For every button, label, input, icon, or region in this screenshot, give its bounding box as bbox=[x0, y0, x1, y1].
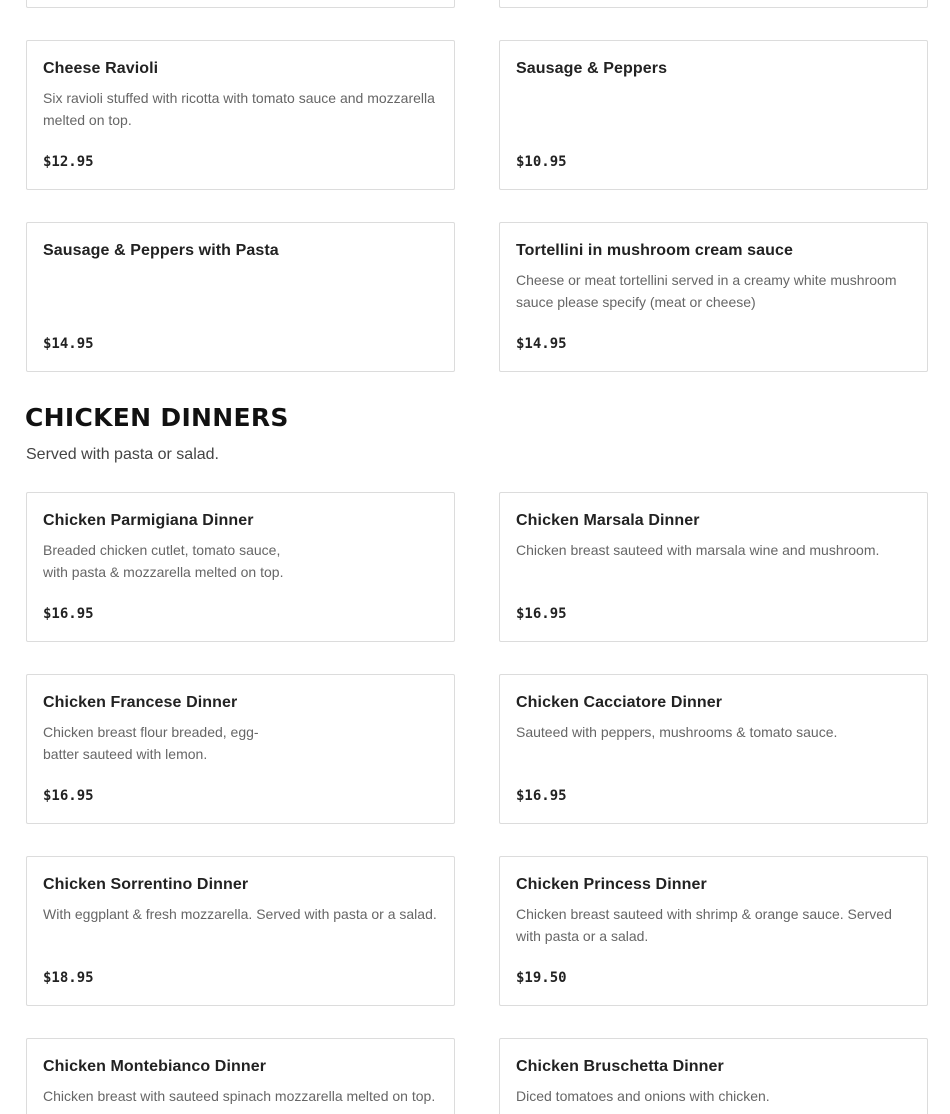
menu-item-name: Chicken Marsala Dinner bbox=[516, 512, 700, 529]
menu-item-card-cheese-ravioli[interactable] bbox=[26, 40, 455, 190]
menu-item-price: $10.95 bbox=[516, 154, 567, 170]
menu-item-name: Chicken Montebianco Dinner bbox=[43, 1058, 267, 1075]
menu-item-card-chicken-francese[interactable] bbox=[26, 674, 455, 824]
menu-item-description: Chicken breast with sauteed spinach mozzarella melted on top. bbox=[43, 1088, 436, 1104]
menu-item-card[interactable] bbox=[499, 0, 928, 8]
menu-item-price: $14.95 bbox=[516, 336, 567, 352]
menu-item-name: Chicken Parmigiana Dinner bbox=[43, 512, 254, 529]
menu-item-card-chicken-parmigiana[interactable] bbox=[26, 492, 455, 642]
menu-item-name: Chicken Sorrentino Dinner bbox=[43, 876, 249, 893]
menu-item-description: Chicken breast flour breaded, egg-batter sauteed with lemon. bbox=[43, 724, 259, 762]
menu-item-name: Sausage & Peppers with Pasta bbox=[43, 242, 279, 259]
menu-item-price: $16.95 bbox=[43, 606, 94, 622]
menu-item-card-chicken-montebianco[interactable] bbox=[26, 1038, 455, 1114]
menu-item-description: Chicken breast sauteed with marsala wine and mushroom. bbox=[516, 542, 880, 558]
menu-item-description: Cheese or meat tortellini served in a creamy white mushroom sauce please specify (meat or cheese) bbox=[516, 272, 897, 310]
menu-item-card-tortellini[interactable] bbox=[499, 222, 928, 372]
section-subtitle: Served with pasta or salad. bbox=[26, 446, 219, 463]
menu-item-price: $16.95 bbox=[43, 788, 94, 804]
menu-item-description: Six ravioli stuffed with ricotta with tomato sauce and mozzarella melted on top. bbox=[43, 90, 435, 128]
menu-item-name: Tortellini in mushroom cream sauce bbox=[516, 242, 793, 259]
menu-item-name: Chicken Francese Dinner bbox=[43, 694, 238, 711]
menu-item-description: With eggplant & fresh mozzarella. Served with pasta or a salad. bbox=[43, 906, 437, 922]
menu-item-card-sausage-peppers-pasta[interactable] bbox=[26, 222, 455, 372]
menu-item-description: Breaded chicken cutlet, tomato sauce, with pasta & mozzarella melted on top. bbox=[43, 542, 284, 580]
menu-item-name: Chicken Cacciatore Dinner bbox=[516, 694, 723, 711]
menu-item-price: $14.95 bbox=[43, 336, 94, 352]
menu-item-price: $12.95 bbox=[43, 154, 94, 170]
menu-item-price: $18.95 bbox=[43, 970, 94, 986]
section-title: CHICKEN DINNERS bbox=[25, 403, 289, 432]
menu-item-card-sausage-peppers[interactable] bbox=[499, 40, 928, 190]
menu-item-description: Chicken breast sauteed with shrimp & orange sauce. Served with pasta or a salad. bbox=[516, 906, 892, 944]
menu-item-description: Diced tomatoes and onions with chicken. bbox=[516, 1088, 770, 1104]
menu-item-card-chicken-bruschetta[interactable] bbox=[499, 1038, 928, 1114]
menu-item-card-chicken-sorrentino[interactable] bbox=[26, 856, 455, 1006]
menu-item-name: Chicken Princess Dinner bbox=[516, 876, 707, 893]
menu-item-card[interactable] bbox=[26, 0, 455, 8]
menu-item-name: Sausage & Peppers bbox=[516, 60, 668, 77]
menu-item-card-chicken-cacciatore[interactable] bbox=[499, 674, 928, 824]
menu-item-price: $19.50 bbox=[516, 970, 567, 986]
menu-item-name: Chicken Bruschetta Dinner bbox=[516, 1058, 724, 1075]
menu-item-description: Sauteed with peppers, mushrooms & tomato sauce. bbox=[516, 724, 838, 740]
menu-item-name: Cheese Ravioli bbox=[43, 60, 159, 77]
menu-item-price: $16.95 bbox=[516, 606, 567, 622]
menu-item-price: $16.95 bbox=[516, 788, 567, 804]
menu-item-card-chicken-marsala[interactable] bbox=[499, 492, 928, 642]
menu-item-card-chicken-princess[interactable] bbox=[499, 856, 928, 1006]
